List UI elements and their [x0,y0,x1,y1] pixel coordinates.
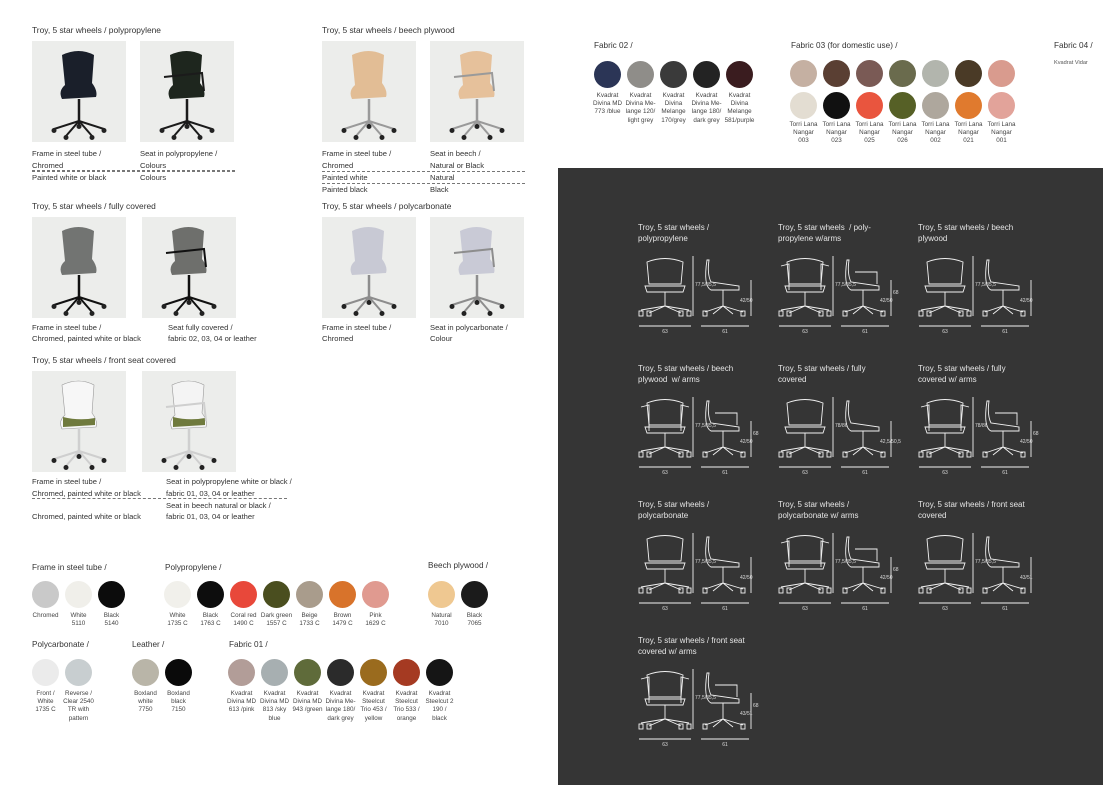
swatch-label: Beige 1733 C [299,612,320,628]
finish-group-title: Polycarbonate / [32,640,89,649]
swatch-label: Kvadrat Divina Melange 581/purple [724,92,755,124]
color-swatch [327,659,354,686]
product-photo [140,41,234,142]
product-photo [142,371,236,472]
dim-seat-height: 42/50 [740,575,753,581]
dim-arm-height: 68 [893,567,899,573]
chair-line-drawing [635,391,765,481]
color-swatch [98,581,125,608]
color-swatch [955,92,982,119]
swatch-label: Torri Lana Nangar 002 [921,121,950,145]
dim-depth: 61 [722,470,728,476]
swatch-label: Kvadrat Divina MD 943 /green [292,690,323,714]
chair-image [142,217,236,318]
product-photo [142,217,236,318]
drawing-title: Troy, 5 star wheels / fully covered w/ arms [918,364,1006,384]
fabric-note: Kvadrat Vidar [1054,60,1088,66]
chair-line-drawing [775,250,905,340]
dim-depth: 61 [722,606,728,612]
spec-seat-text: Seat in polypropylene / [140,149,218,158]
dim-seat-height: 42,5/50,5 [880,439,901,445]
spec-frame-text: Frame in steel tube / [32,323,102,332]
dim-height: 77,5/85,5 [695,695,716,701]
finish-group-title: Fabric 01 / [229,640,268,649]
color-swatch [329,581,356,608]
spec-frame-text: Frame in steel tube / [322,149,392,158]
dim-width: 63 [662,470,668,476]
spec-frame-text: Frame in steel tube / [32,149,102,158]
dim-depth: 61 [862,606,868,612]
dim-width: 63 [802,470,808,476]
dim-depth: 61 [722,742,728,748]
swatch-label: Coral red 1490 C [230,612,257,628]
color-swatch [65,581,92,608]
product-photo [430,41,524,142]
swatch-label: Kvadrat Divina Me- lange 120/ light grey [625,92,656,124]
color-swatch [461,581,488,608]
swatch-label: Kvadrat Divina Me- lange 180/ dark grey [325,690,356,722]
dim-height: 77,5/85,5 [695,282,716,288]
drawing-title: Troy, 5 star wheels / beech plywood w/ arms [638,364,734,384]
spec-seat-text: fabric 01, 03, 04 or leather [166,489,255,498]
dim-width: 63 [942,606,948,612]
dim-seat-height: 42/50 [880,575,893,581]
color-swatch [261,659,288,686]
color-swatch [790,92,817,119]
color-swatch [922,92,949,119]
spec-seat-text: Seat in beech natural or black / [166,501,271,510]
spec-seat-text: Natural [430,173,455,182]
dim-arm-height: 68 [753,703,759,709]
color-swatch [263,581,290,608]
swatch-label: Kvadrat Divina Me- lange 180/ dark grey [691,92,722,124]
technical-drawings-panel [558,168,1103,785]
swatch-label: Torri Lana Nangar 001 [987,121,1016,145]
finish-group-title: Frame in steel tube / [32,563,107,572]
swatch-label: Kvadrat Divina MD 813 /sky blue [259,690,290,722]
color-swatch [889,60,916,87]
dim-arm-height: 68 [753,431,759,437]
swatch-label: Pink 1629 C [365,612,386,628]
chair-image [32,41,126,142]
finish-group-title: Fabric 03 (for domestic use) / [791,41,898,50]
color-swatch [955,60,982,87]
drawing-title: Troy, 5 star wheels / polycarbonate [638,500,710,520]
chair-line-drawing [915,527,1045,617]
swatch-label: Brown 1479 C [332,612,353,628]
dim-height: 78/86 [975,423,988,429]
color-swatch [228,659,255,686]
swatch-label: Torri Lana Nangar 021 [954,121,983,145]
color-swatch [197,581,224,608]
color-swatch [627,61,654,88]
dim-seat-height: 42/50 [1020,298,1033,304]
dim-height: 77,5/85,5 [695,559,716,565]
chair-line-drawing [635,527,765,617]
dim-width: 63 [802,329,808,335]
swatch-label: Torri Lana Nangar 025 [855,121,884,145]
swatch-label: Kvadrat Divina MD 613 /pink [226,690,257,714]
chair-image [322,41,416,142]
dim-width: 63 [662,329,668,335]
spec-seat-text: Colours [140,173,167,182]
spec-seat-text: Colour [430,334,453,343]
drawing-title: Troy, 5 star wheels / polycarbonate w/ arms [778,500,859,520]
chair-line-drawing [635,663,765,753]
drawing-title: Troy, 5 star wheels / poly- propylene w/arms [778,223,871,243]
spec-frame-text: Chromed [322,334,354,343]
finish-group-title: Fabric 02 / [594,41,633,50]
swatch-label: Black 5140 [103,612,120,628]
color-swatch [889,92,916,119]
dim-seat-height: 42/50 [1020,439,1033,445]
color-swatch [65,659,92,686]
color-swatch [230,581,257,608]
dim-width: 63 [942,329,948,335]
spec-frame-text: Chromed, painted white or black [32,512,141,521]
spec-seat-text: Colours [140,161,167,170]
spec-frame-text: Painted black [322,185,368,194]
color-swatch [988,60,1015,87]
chair-image [322,217,416,318]
finish-group-title: Beech plywood / [428,561,489,570]
divider [322,183,525,184]
color-swatch [393,659,420,686]
spec-seat-text: Seat fully covered / [168,323,233,332]
spec-frame-text: Chromed [32,161,64,170]
swatch-label: Kvadrat Divina Melange 170/grey [661,92,686,124]
finish-group-title: Fabric 04 / [1054,41,1093,50]
product-photo [32,371,126,472]
product-title: Troy, 5 star wheels / fully covered [32,201,156,211]
swatch-label: White 5110 [70,612,87,628]
dim-seat-height: 42/50 [880,298,893,304]
dim-seat-height: 43/51 [740,711,753,717]
swatch-label: Boxland white 7750 [134,690,157,714]
spec-frame-text: Painted white [322,173,368,182]
color-swatch [922,60,949,87]
swatch-label: Torri Lana Nangar 023 [822,121,851,145]
product-title: Troy, 5 star wheels / polypropylene [32,25,161,35]
dim-depth: 61 [862,329,868,335]
dim-height: 77,5/85,5 [975,282,996,288]
spec-frame-text: Frame in steel tube / [32,477,102,486]
dim-height: 77,5/85,5 [835,559,856,565]
product-photo [32,217,126,318]
swatch-label: White 1735 C [167,612,188,628]
chair-image [430,217,524,318]
spec-seat-text: Natural or Black [430,161,485,170]
chair-image [140,41,234,142]
drawing-title: Troy, 5 star wheels / front seat covered w/ arms [638,636,745,656]
color-swatch [856,92,883,119]
spec-frame-text: Chromed [322,161,354,170]
dim-arm-height: 68 [1033,431,1039,437]
chair-image [32,371,126,472]
swatch-label: Black 1763 C [200,612,221,628]
finish-group-title: Polypropylene / [165,563,222,572]
chair-image [430,41,524,142]
swatch-label: Natural 7010 [431,612,452,628]
chair-image [142,371,236,472]
color-swatch [856,60,883,87]
divider [32,171,235,172]
dim-seat-height: 42/50 [740,439,753,445]
color-swatch [823,92,850,119]
product-title: Troy, 5 star wheels / front seat covered [32,355,176,365]
spec-seat-text: fabric 01, 03, 04 or leather [166,512,255,521]
color-swatch [988,92,1015,119]
color-swatch [32,659,59,686]
spec-seat-text: fabric 02, 03, 04 or leather [168,334,257,343]
finish-group-title: Leather / [132,640,165,649]
swatch-label: Front / White 1735 C [35,690,56,714]
dim-width: 63 [942,470,948,476]
color-swatch [790,60,817,87]
color-swatch [428,581,455,608]
spec-seat-text: Black [430,185,449,194]
chair-line-drawing [775,391,905,481]
divider [32,498,287,499]
dim-height: 77,5/85,5 [695,423,716,429]
dim-seat-height: 42/50 [740,298,753,304]
divider [322,171,525,172]
color-swatch [362,581,389,608]
chair-line-drawing [915,250,1045,340]
dim-width: 63 [662,742,668,748]
spec-frame-text: Frame in steel tube / [322,323,392,332]
color-swatch [726,61,753,88]
swatch-label: Dark green 1557 C [260,612,293,628]
drawing-title: Troy, 5 star wheels / front seat covered [918,500,1025,520]
color-swatch [693,61,720,88]
product-photo [32,41,126,142]
spec-frame-text: Chromed, painted white or black [32,334,141,343]
swatch-label: Torri Lana Nangar 003 [789,121,818,145]
color-swatch [32,581,59,608]
color-swatch [594,61,621,88]
color-swatch [296,581,323,608]
drawing-title: Troy, 5 star wheels / polypropylene [638,223,710,243]
dim-depth: 61 [1002,606,1008,612]
spec-seat-text: Seat in beech / [430,149,481,158]
swatch-label: Torri Lana Nangar 026 [888,121,917,145]
product-title: Troy, 5 star wheels / polycarbonate [322,201,452,211]
spec-frame-text: Painted white or black [32,173,107,182]
swatch-label: Reverse / Clear 2540 TR with pattern [63,690,94,722]
chair-line-drawing [915,391,1045,481]
product-photo [322,217,416,318]
color-swatch [294,659,321,686]
color-swatch [660,61,687,88]
drawing-title: Troy, 5 star wheels / fully covered [778,364,866,384]
chair-image [32,217,126,318]
dim-height: 77,5/85,5 [975,559,996,565]
spec-seat-text: Seat in polypropylene white or black / [166,477,292,486]
dim-height: 78/86 [835,423,848,429]
dim-arm-height: 68 [893,290,899,296]
swatch-label: Kvadrat Steelcut Trio 533 / orange [393,690,420,722]
chair-line-drawing [775,527,905,617]
dim-width: 63 [662,606,668,612]
swatch-label: Kvadrat Divina MD 773 /blue [592,92,623,116]
swatch-label: Black 7065 [466,612,483,628]
spec-frame-text: Chromed, painted white or black [32,489,141,498]
dim-depth: 61 [862,470,868,476]
color-swatch [164,581,191,608]
swatch-label: Chromed [32,612,59,619]
dim-width: 63 [802,606,808,612]
dim-depth: 61 [1002,470,1008,476]
color-swatch [165,659,192,686]
spec-seat-text: Seat in polycarbonate / [430,323,508,332]
dim-depth: 61 [1002,329,1008,335]
color-swatch [823,60,850,87]
product-photo [430,217,524,318]
product-photo [322,41,416,142]
swatch-label: Kvadrat Steelcut Trio 453 / yellow [360,690,387,722]
chair-line-drawing [635,250,765,340]
color-swatch [426,659,453,686]
dim-height: 77,5/85,5 [835,282,856,288]
drawing-title: Troy, 5 star wheels / beech plywood [918,223,1014,243]
swatch-label: Boxland black 7150 [167,690,190,714]
dim-depth: 61 [722,329,728,335]
color-swatch [132,659,159,686]
swatch-label: Kvadrat Steelcut 2 190 / black [425,690,454,722]
color-swatch [360,659,387,686]
product-title: Troy, 5 star wheels / beech plywood [322,25,455,35]
dim-seat-height: 43/51 [1020,575,1033,581]
